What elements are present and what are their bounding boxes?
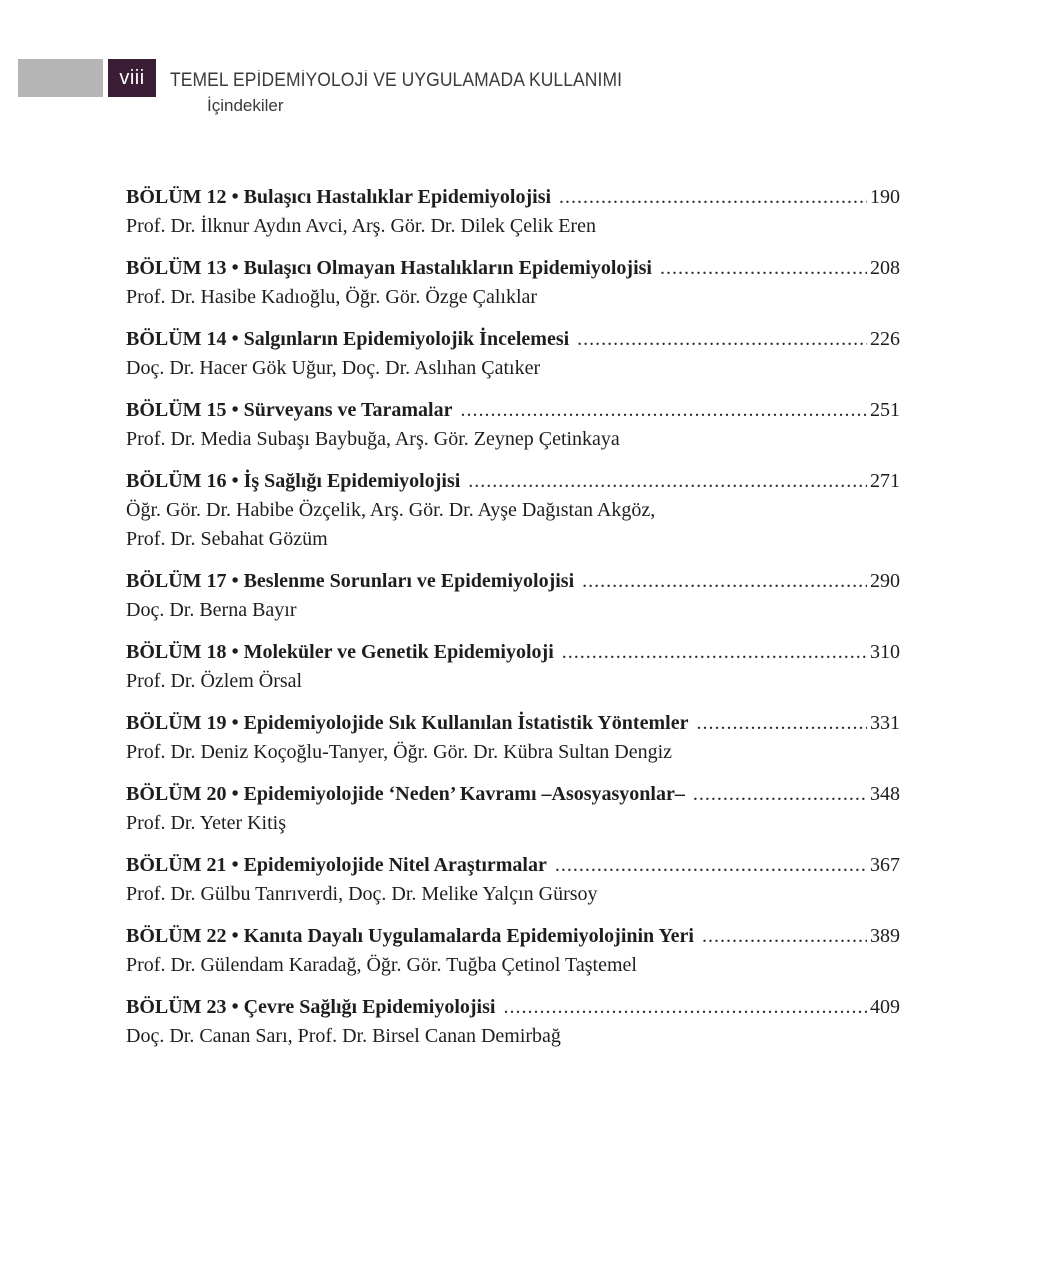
chapter-page-number: 348 [870,783,900,805]
chapter-authors: Öğr. Gör. Dr. Habibe Özçelik, Arş. Gör. Dr. Ayşe Dağıstan Akgöz, [126,499,656,521]
chapter-page-number: 310 [870,641,900,663]
chapter-page-number: 290 [870,570,900,592]
toc-entry-heading [126,709,900,738]
bullet-separator: • [226,328,244,350]
table-of-contents [126,183,900,1064]
chapter-title: Epidemiyolojide ‘Neden’ Kavramı –Asosyasyonlar– [243,783,685,805]
toc-entry-heading [126,993,900,1022]
chapter-title: Salgınların Epidemiyolojik İncelemesi [243,328,570,350]
toc-entry[interactable] [126,851,900,909]
chapter-label: BÖLÜM 16 [126,470,227,492]
bullet-separator: • [226,854,244,876]
chapter-label: BÖLÜM 19 [126,712,227,734]
dot-leader [582,567,867,596]
chapter-label: BÖLÜM 15 [126,399,227,421]
dot-leader [555,851,867,880]
toc-entry-heading [126,851,900,880]
chapter-label: BÖLÜM 20 [126,783,227,805]
chapter-label: BÖLÜM 13 [126,257,227,279]
chapter-page-number: 226 [870,328,900,350]
chapter-authors: Prof. Dr. İlknur Aydın Avci, Arş. Gör. Dr. Dilek Çelik Eren [126,215,596,237]
chapter-label: BÖLÜM 12 [126,186,227,208]
chapter-page-number: 367 [870,854,900,876]
toc-entry-heading [126,183,900,212]
bullet-separator: • [226,186,244,208]
chapter-authors: Prof. Dr. Sebahat Gözüm [126,528,328,550]
bullet-separator: • [226,257,244,279]
toc-entry-heading [126,780,900,809]
toc-entry[interactable] [126,709,900,767]
bullet-separator: • [226,996,244,1018]
bullet-separator: • [226,925,244,947]
toc-entry-heading [126,638,900,667]
page-number: viii [108,59,156,97]
chapter-title: Epidemiyolojide Nitel Araştırmalar [243,854,547,876]
chapter-authors: Prof. Dr. Gülendam Karadağ, Öğr. Gör. Tuğba Çetinol Taştemel [126,954,637,976]
dot-leader [702,922,867,951]
toc-entry[interactable] [126,183,900,241]
header-grey-bar [18,59,103,97]
chapter-authors: Prof. Dr. Yeter Kitiş [126,812,287,834]
bullet-separator: • [226,570,244,592]
chapter-title: Beslenme Sorunları ve Epidemiyolojisi [243,570,575,592]
chapter-title: Sürveyans ve Taramalar [243,399,453,421]
chapter-page-number: 190 [870,186,900,208]
chapter-authors: Doç. Dr. Hacer Gök Uğur, Doç. Dr. Aslıhan Çatıker [126,357,541,379]
toc-entry-heading [126,922,900,951]
chapter-page-number: 208 [870,257,900,279]
toc-entry-heading [126,396,900,425]
chapter-title: Kanıta Dayalı Uygulamalarda Epidemiyolojinin Yeri [243,925,694,947]
chapter-title: Bulaşıcı Hastalıklar Epidemiyolojisi [243,186,552,208]
book-title: TEMEL EPİDEMİYOLOJİ VE UYGULAMADA KULLANIMI [170,70,623,91]
chapter-authors: Doç. Dr. Berna Bayır [126,599,297,621]
toc-entry[interactable] [126,922,900,980]
dot-leader [577,325,867,354]
toc-entry-heading [126,567,900,596]
chapter-authors: Prof. Dr. Gülbu Tanrıverdi, Doç. Dr. Melike Yalçın Gürsoy [126,883,598,905]
chapter-title: Bulaşıcı Olmayan Hastalıkların Epidemiyolojisi [243,257,652,279]
toc-entry[interactable] [126,638,900,696]
toc-entry-heading [126,467,900,496]
section-title: İçindekiler [207,96,284,115]
dot-leader [460,396,867,425]
chapter-label: BÖLÜM 14 [126,328,227,350]
chapter-page-number: 331 [870,712,900,734]
chapter-label: BÖLÜM 18 [126,641,227,663]
chapter-title: Epidemiyolojide Sık Kullanılan İstatistik Yöntemler [243,712,689,734]
bullet-separator: • [226,399,244,421]
dot-leader [559,183,867,212]
chapter-label: BÖLÜM 17 [126,570,227,592]
toc-entry[interactable] [126,780,900,838]
chapter-page-number: 271 [870,470,900,492]
dot-leader [696,709,867,738]
chapter-authors: Prof. Dr. Özlem Örsal [126,670,303,692]
chapter-authors: Prof. Dr. Media Subaşı Baybuğa, Arş. Gör. Zeynep Çetinkaya [126,428,620,450]
dot-leader [468,467,867,496]
toc-entry-heading [126,325,900,354]
chapter-page-number: 409 [870,996,900,1018]
chapter-title: Çevre Sağlığı Epidemiyolojisi [243,996,496,1018]
toc-entry[interactable] [126,567,900,625]
dot-leader [660,254,867,283]
chapter-page-number: 251 [870,399,900,421]
chapter-label: BÖLÜM 21 [126,854,227,876]
chapter-authors: Prof. Dr. Deniz Koçoğlu-Tanyer, Öğr. Gör. Dr. Kübra Sultan Dengiz [126,741,673,763]
bullet-separator: • [226,783,244,805]
chapter-title: Moleküler ve Genetik Epidemiyoloji [243,641,554,663]
chapter-label: BÖLÜM 22 [126,925,227,947]
chapter-title: İş Sağlığı Epidemiyolojisi [243,470,461,492]
chapter-page-number: 389 [870,925,900,947]
toc-entry[interactable] [126,396,900,454]
dot-leader [693,780,867,809]
toc-entry[interactable] [126,254,900,312]
toc-entry[interactable] [126,993,900,1051]
bullet-separator: • [226,641,244,663]
toc-entry-heading [126,254,900,283]
toc-entry[interactable] [126,467,900,554]
bullet-separator: • [226,712,244,734]
bullet-separator: • [226,470,244,492]
dot-leader [503,993,867,1022]
toc-entry[interactable] [126,325,900,383]
chapter-authors: Doç. Dr. Canan Sarı, Prof. Dr. Birsel Canan Demirbağ [126,1025,561,1047]
chapter-label: BÖLÜM 23 [126,996,227,1018]
dot-leader [562,638,867,667]
chapter-authors: Prof. Dr. Hasibe Kadıoğlu, Öğr. Gör. Özge Çalıklar [126,286,538,308]
